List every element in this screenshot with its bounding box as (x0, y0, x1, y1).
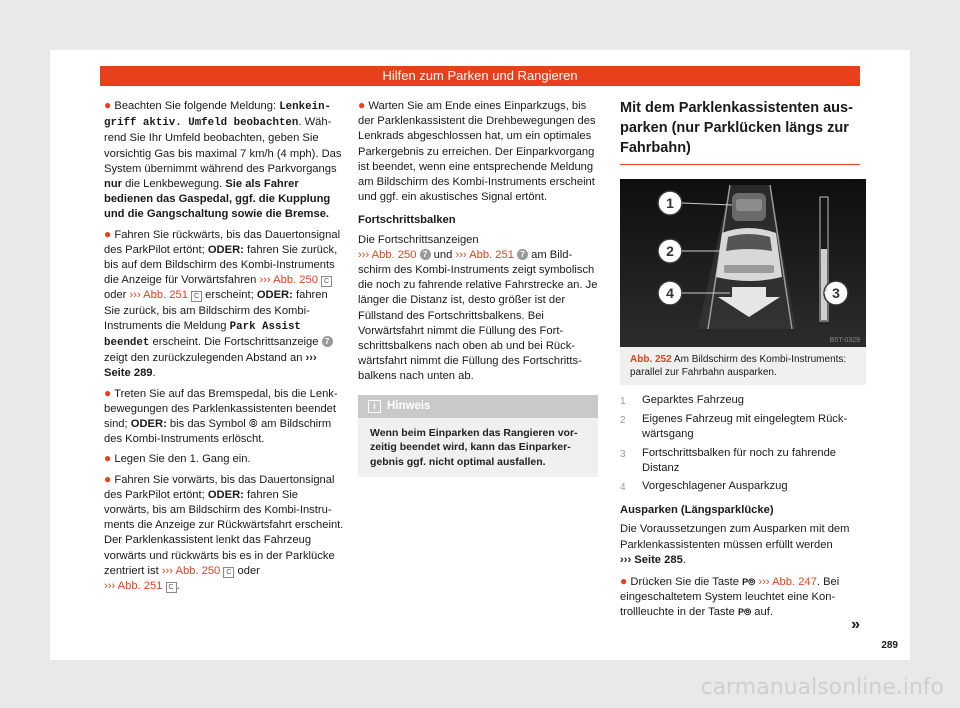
info-icon: i (368, 400, 381, 413)
number-badge: 7 (517, 249, 528, 260)
figure-image (620, 179, 866, 347)
number-badge: 7 (420, 249, 431, 260)
watermark-text: carmanualsonline.info (700, 675, 944, 700)
bullet-icon: ● (104, 98, 112, 112)
note-text: Wenn beim Einparken das Rangieren vorzeitig beendet wird, kann das Einparkergebnis ggf. nicht optimal ausfallen. (370, 426, 578, 468)
body-paragraph: Die Voraussetzungen zum Ausparken mit dem Parklenkassistenten müssen erfüllt werden ››› Seite 285. (620, 523, 850, 566)
bullet-icon: ● (104, 451, 112, 466)
section-heading: Fortschrittsbalken (358, 214, 456, 227)
figure-link[interactable]: ››› Abb. 250 (161, 564, 221, 577)
legend-item: 1 Geparktes Fahrzeug (620, 394, 744, 407)
instrument-display-illustration (620, 179, 866, 347)
legend-item: 2 Eigenes Fahrzeug mit eingelegtem Rückwärtsgang (620, 413, 848, 441)
figure-link[interactable]: ››› Abb. 251 (104, 580, 163, 593)
step-paragraph: ● Beachten Sie folgende Meldung: Lenkeingriff aktiv. Umfeld beobachten. Während Sie Ihr Umfeld beobachten, geben Sie vorsichtig Gas bis maximal 7 km/h (4 mph). Das System übernimmt während des Parkvorgangs nur die Lenkbewegung. Sie als Fahrer bedienen das Gaspedal, ggf. die Kupplung und die Gangschaltung sowie die Bremse. (104, 98, 342, 221)
page-header (100, 66, 860, 86)
box-c-icon: C (191, 291, 202, 302)
bullet-icon: ● (104, 471, 112, 486)
column-2 (358, 98, 598, 477)
subsection-heading: Ausparken (Längsparklücke) (620, 504, 774, 517)
figure-code: B5T-0329 (829, 337, 860, 344)
legend-item: 3 Fortschrittsbalken für noch zu fahrende Distanz (620, 446, 837, 474)
park-button-icon: P⦾ (742, 577, 756, 588)
bullet-icon: ● (358, 98, 366, 112)
step-paragraph: ● Treten Sie auf das Bremspedal, bis die Lenkbewegungen des Parklenkassistenten beendet sind; ODER: bis das Symbol ⦾ am Bildschirm des Kombi-Instruments erlöscht. (104, 385, 338, 446)
callout-1: 1 (666, 195, 674, 211)
step-paragraph: ● Warten Sie am Ende eines Einparkzugs, bis der Parklenkassistent die Drehbewegungen des Lenkrads abgeschlossen hat, um ein optimales Parkergebnis zu erreichen. Der Einparkvorgang ist beendet, wenn eine entsprechende Meldung am Bildschirm des Kombi-Instruments erscheint und ggf. ein akustisches Signal ertönt. (358, 98, 596, 204)
step-paragraph: ● Legen Sie den 1. Gang ein. (104, 451, 251, 466)
column-1 (104, 98, 344, 598)
column-3 (620, 98, 860, 625)
page-link[interactable]: ››› Seite 285 (620, 553, 683, 566)
bullet-icon: ● (620, 574, 628, 589)
note-header: i Hinweis (358, 395, 598, 418)
park-assist-symbol-icon: ⦾ (248, 418, 258, 431)
page-number: 289 (881, 640, 898, 651)
continue-marker: » (851, 616, 860, 633)
box-c-icon: C (321, 276, 332, 287)
figure-legend (620, 393, 860, 495)
figure-link[interactable]: ››› Abb. 250 (358, 248, 417, 261)
section-title: Mit dem Parklenkassistenten ausparken (nur Parklücken längs zur Fahrbahn) (620, 98, 860, 165)
caption-text: Am Bildschirm des Kombi-Instruments: parallel zur Fahrbahn ausparken. (630, 354, 847, 378)
box-c-icon: C (166, 582, 177, 593)
step-paragraph: ● Drücken Sie die Taste P⦾ ››› Abb. 247. Bei eingeschaltetem System leuchtet eine Kontrollleuchte in der Taste P⦾ auf. (620, 574, 840, 619)
figure-link[interactable]: ››› Abb. 247 (755, 576, 817, 589)
figure-link[interactable]: ››› Abb. 251 (129, 289, 188, 302)
callout-4: 4 (666, 285, 674, 301)
figure-caption (620, 347, 866, 385)
own-car-shape (716, 228, 782, 281)
number-badge: 7 (322, 336, 333, 347)
figure-link[interactable]: ››› Abb. 251 (455, 248, 514, 261)
callout-3: 3 (832, 285, 840, 301)
parked-car-shape (732, 193, 766, 221)
park-button-icon: P⦾ (737, 607, 752, 618)
page-link[interactable]: ››› Seite 289 (104, 352, 317, 380)
figure-link[interactable]: ››› Abb. 250 (259, 274, 318, 287)
body-paragraph: Die Fortschrittsanzeigen ››› Abb. 250 7 und ››› Abb. 251 7 am Bildschirm des Kombi-Instruments zeigt symbolisch die noch zu fahrende relative Fahrstrecke an. Je länger die Distanz ist, desto größer ist der Füllstand des Fortschrittsbalkens. Bei Vorwärtsfahrt nimmt die Füllung des Fortschrittsbalkens nach oben ab und bei Rückwärtsfahrt nimmt die Füllung des Fortschrittsbalkens nach unten ab. (358, 233, 598, 383)
bullet-icon: ● (104, 226, 112, 241)
step-paragraph: ● Fahren Sie vorwärts, bis das Dauertonsignal des ParkPilot ertönt; ODER: fahren Sie vorwärts, bis am Bildschirm des Kombi-Instruments die Anzeige zur Rückwärtsfahrt erscheint. Der Parklenkassistent lenkt das Fahrzeug vorwärts und rückwärts bis es in der Parklücke zentriert ist ››› Abb. 250 C oder ››› Abb. 251 C . (104, 471, 344, 593)
bullet-icon: ● (104, 385, 112, 400)
box-c-icon: C (223, 567, 234, 578)
header-title: Hilfen zum Parken und Rangieren (382, 68, 578, 83)
legend-item: 4 Vorgeschlagener Ausparkzug (620, 480, 788, 494)
note-box (358, 395, 598, 478)
step-paragraph: ● Fahren Sie rückwärts, bis das Dauertonsignal des ParkPilot ertönt; ODER: fahren Sie zurück, bis auf dem Bildschirm des Kombi-Instruments die Anzeige für Vorwärtsfahren ››› Abb. 250 C oder ››› Abb. 251 C erscheint; ODER: fahren Sie zurück, bis am Bildschirm des Kombi-Instruments die Meldung Park Assist beendet erscheint. Die Fortschrittsanzeige 7 zeigt den zurückzulegenden Abstand an ››› Seite 289. (104, 226, 341, 380)
callout-2: 2 (666, 243, 674, 259)
figure-number: Abb. 252 (630, 354, 672, 365)
